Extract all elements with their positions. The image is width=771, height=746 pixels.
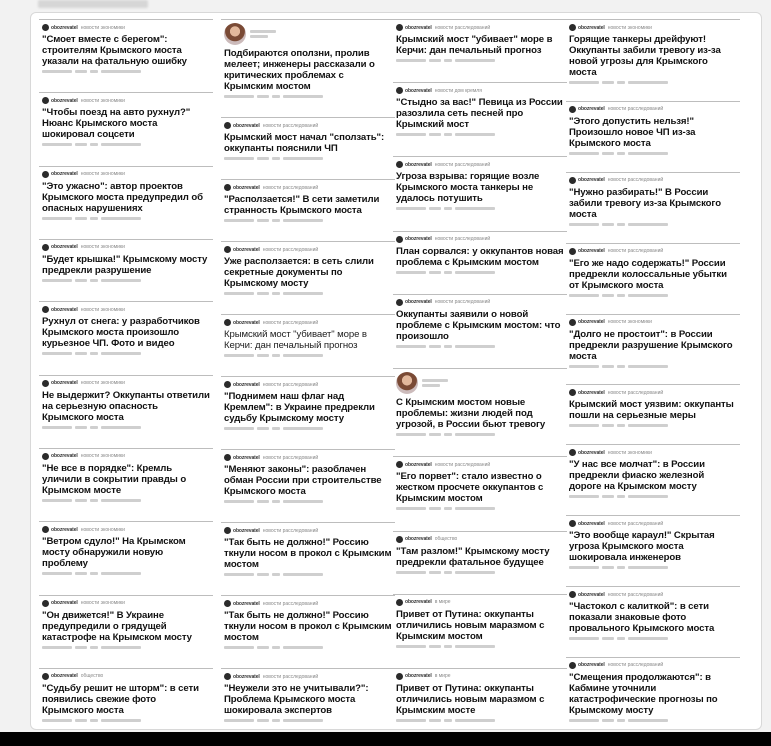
source-brand: obozrevatel <box>51 306 78 313</box>
source-logo-icon <box>569 106 576 113</box>
source-line <box>42 305 210 314</box>
headline-link[interactable]: Привет от Путина: оккупанты отличились новым маразмом с Крымским мосте <box>396 682 545 716</box>
news-card[interactable] <box>39 166 213 223</box>
source-brand: obozrevatel <box>405 24 432 31</box>
source-line <box>569 247 737 256</box>
source-brand: obozrevatel <box>578 520 605 527</box>
headline-link[interactable]: "Смоет вместе с берегом": строителям Крымского моста указали на фатальную ошибку <box>42 34 187 67</box>
news-card[interactable] <box>566 444 740 501</box>
bottom-bar <box>0 732 771 746</box>
card-meta-row <box>224 718 392 723</box>
source-brand: obozrevatel <box>578 389 605 396</box>
card-meta-row <box>396 570 564 575</box>
news-card[interactable] <box>393 82 567 139</box>
card-meta-row <box>42 351 210 356</box>
source-logo-icon <box>42 453 49 460</box>
source-logo-icon <box>42 380 49 387</box>
source-line <box>42 23 210 32</box>
news-card[interactable] <box>221 668 395 725</box>
source-line <box>224 526 392 535</box>
news-card[interactable] <box>393 156 567 213</box>
source-line <box>396 235 564 244</box>
author-avatar <box>224 23 246 45</box>
source-line <box>42 525 210 534</box>
card-meta-row <box>569 293 737 298</box>
card-meta-row <box>569 565 737 570</box>
source-brand: obozrevatel <box>233 454 260 461</box>
rubric-label[interactable]: новости экономики <box>80 171 125 178</box>
source-brand: obozrevatel <box>233 527 260 534</box>
author-name-placeholder <box>422 377 448 389</box>
source-line <box>396 86 564 95</box>
headline-link[interactable]: Не выдержит? Оккупанты ответили на серьезную опасность Крымского моста <box>42 389 210 423</box>
rubric-label[interactable]: новости расследований <box>434 236 491 243</box>
source-logo-icon <box>224 246 231 253</box>
source-line <box>42 452 210 461</box>
rubric-label[interactable]: общество <box>434 536 458 543</box>
news-card[interactable] <box>393 456 567 513</box>
source-line <box>224 121 392 130</box>
source-brand: obozrevatel <box>51 600 78 607</box>
source-line <box>396 535 564 544</box>
card-meta-row <box>396 506 564 511</box>
card-meta-row <box>42 425 210 430</box>
source-line <box>569 23 737 32</box>
source-line <box>569 388 737 397</box>
headline-link[interactable]: "У нас все молчат": в России предрекли фиаско железной дороге на Крымском мосту <box>569 459 705 493</box>
news-card[interactable] <box>221 117 395 163</box>
headline-link[interactable]: "Не все в порядке": Кремль уличили в сокрытии правды о Крымском мосте <box>42 462 187 496</box>
source-line <box>569 318 737 327</box>
source-brand: obozrevatel <box>51 171 78 178</box>
rubric-label[interactable]: новости расследований <box>262 319 319 326</box>
source-logo-icon <box>569 24 576 31</box>
source-brand: obozrevatel <box>405 461 432 468</box>
news-card[interactable] <box>221 376 395 433</box>
card-meta-row <box>569 636 737 641</box>
source-logo-icon <box>569 319 576 326</box>
source-brand: obozrevatel <box>51 244 78 251</box>
source-brand: obozrevatel <box>578 591 605 598</box>
source-line <box>42 96 210 105</box>
headline-link[interactable]: Уже расползается: в сеть слили секретные документы по Крымскому мосту <box>224 256 374 289</box>
card-meta-row <box>224 218 392 223</box>
source-brand: obozrevatel <box>233 600 260 607</box>
headline-link[interactable]: План сорвался: у оккупантов новая проблема с Крымским мостом <box>396 245 564 268</box>
headline-link[interactable]: "Ветром сдуло!" На Крымском мосту обнаружили новую проблему <box>42 536 186 570</box>
card-meta-row <box>224 291 392 296</box>
source-brand: obozrevatel <box>51 673 78 680</box>
headline-link[interactable]: "Это вообще караул!" Скрытая угроза Крымского моста шокировала инженеров <box>569 530 715 564</box>
headline-link[interactable]: "Меняют законы": разоблачен обман России при строительстве Крымского моста <box>224 464 382 497</box>
source-line <box>42 672 210 681</box>
headline-link[interactable]: "Поднимем наш флаг над Кремлем": в Украине предрекли судьбу Крымскому мосту <box>224 391 375 424</box>
rubric-label[interactable]: новости расследований <box>607 106 664 113</box>
source-brand: obozrevatel <box>578 662 605 669</box>
rubric-label[interactable]: новости расследований <box>607 591 664 598</box>
source-logo-icon <box>42 526 49 533</box>
source-logo-icon <box>224 122 231 129</box>
source-brand: obozrevatel <box>405 536 432 543</box>
news-card[interactable] <box>566 384 740 430</box>
card-meta-row <box>396 432 564 437</box>
rubric-label[interactable]: новости расследований <box>607 248 664 255</box>
news-card[interactable] <box>393 231 567 277</box>
news-card[interactable] <box>221 314 395 360</box>
headline-link[interactable]: Крымский мост "убивает" море в Керчи: дан печальный прогноз <box>396 34 553 56</box>
headline-link[interactable]: "Это ужасно": автор проектов Крымского моста предупредил об опасных нарушениях <box>42 180 203 214</box>
source-line <box>224 599 392 608</box>
source-logo-icon <box>569 520 576 527</box>
source-brand: obozrevatel <box>233 246 260 253</box>
news-card[interactable] <box>39 19 213 76</box>
source-line <box>396 160 564 169</box>
news-card[interactable] <box>39 448 213 505</box>
rubric-label[interactable]: новости дом кремля <box>434 87 482 94</box>
headline-link[interactable]: "Судьбу решит не шторм": в сети появились свежие фото Крымского моста <box>42 682 199 716</box>
source-logo-icon <box>396 161 403 168</box>
card-meta-row <box>396 132 564 137</box>
source-brand: obozrevatel <box>405 161 432 168</box>
source-line <box>224 380 392 389</box>
source-brand: obozrevatel <box>578 24 605 31</box>
rubric-label[interactable]: новости экономики <box>80 244 125 251</box>
card-meta-row <box>569 718 737 723</box>
headline-link[interactable]: "Он движется!" В Украине предупредили о грядущей катастрофе на Крымском мосту <box>42 609 192 643</box>
headline-link[interactable]: "Его же надо содержать!" России предрекли колоссальные убытки от Крымского моста <box>569 257 727 291</box>
source-brand: obozrevatel <box>233 673 260 680</box>
news-card[interactable] <box>221 595 395 652</box>
source-logo-icon <box>569 248 576 255</box>
headline-link[interactable]: "Так быть не должно!" Россию ткнули носом в прокол с Крымским мостом <box>224 537 392 570</box>
rubric-label[interactable]: новости экономики <box>80 24 125 31</box>
headline-link[interactable]: Подбираются оползни, пролив мелеет; инженеры рассказали о критических проблемах с Крымским мостом <box>224 48 375 92</box>
card-meta-row <box>569 222 737 227</box>
news-card[interactable] <box>39 595 213 652</box>
rubric-label[interactable]: новости расследований <box>607 662 664 669</box>
source-logo-icon <box>569 449 576 456</box>
headline-link[interactable]: "Стыдно за вас!" Певица из России разозлила сеть песней про Крымский мост <box>396 97 563 131</box>
card-meta-row <box>42 718 210 723</box>
source-line <box>224 183 392 192</box>
news-card[interactable] <box>566 314 740 371</box>
source-brand: obozrevatel <box>405 236 432 243</box>
source-logo-icon <box>224 600 231 607</box>
card-meta-row <box>569 80 737 85</box>
rubric-label[interactable]: новости расследований <box>434 299 491 306</box>
source-line <box>42 599 210 608</box>
source-logo-icon <box>224 454 231 461</box>
headline-link[interactable]: "Расползается!" В сети заметили странность Крымского моста <box>224 194 380 216</box>
card-meta-row <box>396 206 564 211</box>
card-meta-row <box>569 151 737 156</box>
source-logo-icon <box>569 389 576 396</box>
news-card[interactable] <box>566 515 740 572</box>
rubric-label[interactable]: новости расследований <box>262 246 319 253</box>
card-meta-row <box>42 571 210 576</box>
news-column-4 <box>566 19 740 725</box>
news-card[interactable] <box>221 19 395 101</box>
author-name-placeholder <box>250 28 276 40</box>
headline-link[interactable]: Оккупанты заявили о новой проблеме с Крымским мостом: что произошло <box>396 308 561 342</box>
rubric-label[interactable]: новости расследований <box>262 527 319 534</box>
source-logo-icon <box>42 97 49 104</box>
card-meta-row <box>42 498 210 503</box>
source-line <box>396 23 564 32</box>
source-brand: obozrevatel <box>51 526 78 533</box>
source-logo-icon <box>396 673 403 680</box>
source-line <box>42 379 210 388</box>
news-column-3 <box>393 19 567 725</box>
author-byline <box>396 372 564 394</box>
card-meta-row <box>569 494 737 499</box>
source-brand: obozrevatel <box>405 87 432 94</box>
source-brand: obozrevatel <box>51 380 78 387</box>
news-card[interactable] <box>393 531 567 577</box>
headline-link[interactable]: Рухнул от снега: у разработчиков Крымского моста произошло курьезное ЧП. Фото и видео <box>42 316 200 350</box>
source-brand: obozrevatel <box>51 24 78 31</box>
card-meta-row <box>569 364 737 369</box>
news-card[interactable] <box>39 521 213 578</box>
source-line <box>224 245 392 254</box>
source-line <box>569 590 737 599</box>
headline-link[interactable]: "Смещения продолжаются": в Кабмине уточнили катастрофические прогнозы по Крымскому мосту <box>569 671 718 716</box>
rubric-label[interactable]: новости экономики <box>80 380 125 387</box>
source-logo-icon <box>569 591 576 598</box>
source-logo-icon <box>224 184 231 191</box>
author-avatar <box>396 372 418 394</box>
card-meta-row <box>396 718 564 723</box>
news-column-1 <box>39 19 213 725</box>
news-card[interactable] <box>566 101 740 158</box>
source-line <box>569 448 737 457</box>
card-meta-row <box>569 423 737 428</box>
headline-link[interactable]: Крымский мост "убивает" море в Керчи: дан печальный прогноз <box>224 329 367 351</box>
source-line <box>569 661 737 670</box>
news-card[interactable] <box>221 179 395 225</box>
card-meta-row <box>42 69 210 74</box>
source-logo-icon <box>396 536 403 543</box>
source-line <box>42 243 210 252</box>
source-logo-icon <box>396 299 403 306</box>
source-brand: obozrevatel <box>233 184 260 191</box>
card-meta-row <box>224 156 392 161</box>
source-logo-icon <box>224 673 231 680</box>
source-line <box>569 519 737 528</box>
source-brand: obozrevatel <box>578 449 605 456</box>
source-logo-icon <box>224 319 231 326</box>
card-meta-row <box>396 644 564 649</box>
news-card[interactable] <box>393 594 567 651</box>
source-logo-icon <box>396 461 403 468</box>
headline-link[interactable]: "Долго не простоит": в России предрекли разрушение Крымского моста <box>569 328 733 362</box>
source-brand: obozrevatel <box>405 299 432 306</box>
card-meta-row <box>224 645 392 650</box>
source-logo-icon <box>42 171 49 178</box>
source-brand: obozrevatel <box>405 673 432 680</box>
rubric-label[interactable]: новости расследований <box>607 177 664 184</box>
rubric-label[interactable]: в мире <box>434 599 451 606</box>
news-card[interactable] <box>566 19 740 87</box>
news-card[interactable] <box>39 375 213 432</box>
rubric-label[interactable]: новости экономики <box>80 526 125 533</box>
source-brand: obozrevatel <box>233 319 260 326</box>
card-meta-row <box>396 270 564 275</box>
headline-link[interactable]: С Крымским мостом новые проблемы: жизни людей под угрозой, в России бьют тревогу <box>396 397 546 431</box>
headline-link[interactable]: "Неужели это не учитывали?": Проблема Крымского моста шокировала экспертов <box>224 683 369 716</box>
source-brand: obozrevatel <box>578 177 605 184</box>
source-brand: obozrevatel <box>578 319 605 325</box>
news-card[interactable] <box>566 243 740 300</box>
rubric-label[interactable]: новости экономики <box>607 24 652 31</box>
card-meta-row <box>224 426 392 431</box>
news-card[interactable] <box>393 368 567 439</box>
card-meta-row <box>224 572 392 577</box>
headline-link[interactable]: "Там разлом!" Крымскому мосту предрекли фатальное будущее <box>396 545 550 568</box>
headline-link[interactable]: "Будет крышка!" Крымскому мосту предрекли разрушение <box>42 253 208 276</box>
rubric-label[interactable]: новости экономики <box>80 97 125 104</box>
source-brand: obozrevatel <box>578 248 605 255</box>
source-logo-icon <box>224 381 231 388</box>
rubric-label[interactable]: новости расследований <box>607 520 664 527</box>
news-collage-image <box>30 12 762 730</box>
card-meta-row <box>224 353 392 358</box>
source-brand: obozrevatel <box>51 97 78 104</box>
source-logo-icon <box>396 236 403 243</box>
rubric-label[interactable]: новости расследований <box>262 673 319 680</box>
source-logo-icon <box>396 599 403 606</box>
news-card[interactable] <box>221 522 395 579</box>
rubric-label[interactable]: новости экономики <box>80 600 125 607</box>
source-logo-icon <box>569 662 576 669</box>
rubric-label[interactable]: общество <box>80 673 104 680</box>
news-card[interactable] <box>39 301 213 358</box>
source-logo-icon <box>42 673 49 680</box>
blurred-header <box>38 0 148 8</box>
headline-link[interactable]: Привет от Путина: оккупанты отличились новым маразмом с Крымским мостом <box>396 608 545 642</box>
rubric-label[interactable]: новости расследований <box>262 184 319 191</box>
card-meta-row <box>224 94 392 99</box>
news-card[interactable] <box>393 19 567 65</box>
source-logo-icon <box>42 600 49 607</box>
card-meta-row <box>396 58 564 63</box>
news-card[interactable] <box>393 668 567 725</box>
rubric-label[interactable]: новости экономики <box>80 453 125 460</box>
source-logo-icon <box>42 24 49 31</box>
source-logo-icon <box>396 24 403 31</box>
headline-link[interactable]: "Его порвет": стало известно о жестком просчете оккупантов с Крымским мостом <box>396 471 544 505</box>
news-card[interactable] <box>566 586 740 643</box>
source-logo-icon <box>569 177 576 184</box>
rubric-label[interactable]: новости экономики <box>607 449 652 456</box>
source-line <box>224 318 392 327</box>
source-brand: obozrevatel <box>233 122 260 129</box>
card-meta-row <box>42 278 210 283</box>
source-logo-icon <box>42 244 49 251</box>
news-card[interactable] <box>221 449 395 506</box>
news-card[interactable] <box>39 239 213 285</box>
rubric-label[interactable]: новости расследований <box>434 24 491 31</box>
rubric-label[interactable]: новости расследований <box>607 389 664 396</box>
source-logo-icon <box>224 527 231 534</box>
source-brand: obozrevatel <box>51 453 78 460</box>
source-brand: obozrevatel <box>578 106 605 113</box>
card-meta-row <box>396 344 564 349</box>
source-line <box>42 170 210 179</box>
source-line <box>396 672 564 681</box>
headline-link[interactable]: "Чтобы поезд на авто рухнул?" Нюанс Крымского моста шокировал соцсети <box>42 107 191 141</box>
headline-link[interactable]: "Частокол с калиткой": в сети показали знаковые фото провального Крымского моста <box>569 601 715 634</box>
news-card[interactable] <box>393 294 567 351</box>
news-card[interactable] <box>39 92 213 149</box>
rubric-label[interactable]: новости расследований <box>434 461 491 468</box>
news-column-2 <box>221 19 395 725</box>
headline-link[interactable]: Угроза взрыва: горящие возле Крымского моста танкеры не удалось потушить <box>396 171 540 205</box>
rubric-label[interactable]: новости расследований <box>262 600 319 607</box>
card-meta-row <box>42 645 210 650</box>
rubric-label[interactable]: новости экономики <box>607 319 652 325</box>
source-brand: obozrevatel <box>405 599 432 606</box>
card-meta-row <box>224 499 392 504</box>
source-brand: obozrevatel <box>233 381 260 388</box>
rubric-label[interactable]: новости расследований <box>262 381 319 388</box>
rubric-label[interactable]: новости расследований <box>262 454 319 461</box>
source-line <box>396 598 564 607</box>
headline-link[interactable]: Крымский мост начал "сползать": оккупанты пояснили ЧП <box>224 132 385 154</box>
source-line <box>224 672 392 681</box>
card-meta-row <box>42 216 210 221</box>
source-line <box>396 460 564 469</box>
source-line <box>569 176 737 185</box>
card-meta-row <box>42 142 210 147</box>
headline-link[interactable]: "Так быть не должно!" Россию ткнули носом в прокол с Крымским мостом <box>224 610 392 643</box>
headline-link[interactable]: Горящие танкеры дрейфуют! Оккупанты забили тревогу из-за новой угрозы для Крымского моста <box>569 34 721 78</box>
rubric-label[interactable]: новости экономики <box>80 306 125 313</box>
news-card[interactable] <box>221 241 395 298</box>
source-logo-icon <box>396 87 403 94</box>
source-line <box>569 105 737 114</box>
news-card[interactable] <box>566 657 740 725</box>
rubric-label[interactable]: новости расследований <box>434 161 491 168</box>
source-line <box>396 298 564 307</box>
source-line <box>224 453 392 462</box>
source-logo-icon <box>42 306 49 313</box>
rubric-label[interactable]: в мире <box>434 673 451 680</box>
news-card[interactable] <box>39 668 213 725</box>
headline-link[interactable]: "Этого допустить нельзя!" Произошло новое ЧП из-за Крымского моста <box>569 115 696 149</box>
author-byline <box>224 23 392 45</box>
news-card[interactable] <box>566 172 740 229</box>
rubric-label[interactable]: новости расследований <box>262 122 319 129</box>
headline-link[interactable]: Крымский мост уязвим: оккупанты пошли на серьезные меры <box>569 399 734 422</box>
headline-link[interactable]: "Нужно разбирать!" В России забили тревогу из-за Крымского моста <box>569 186 721 220</box>
